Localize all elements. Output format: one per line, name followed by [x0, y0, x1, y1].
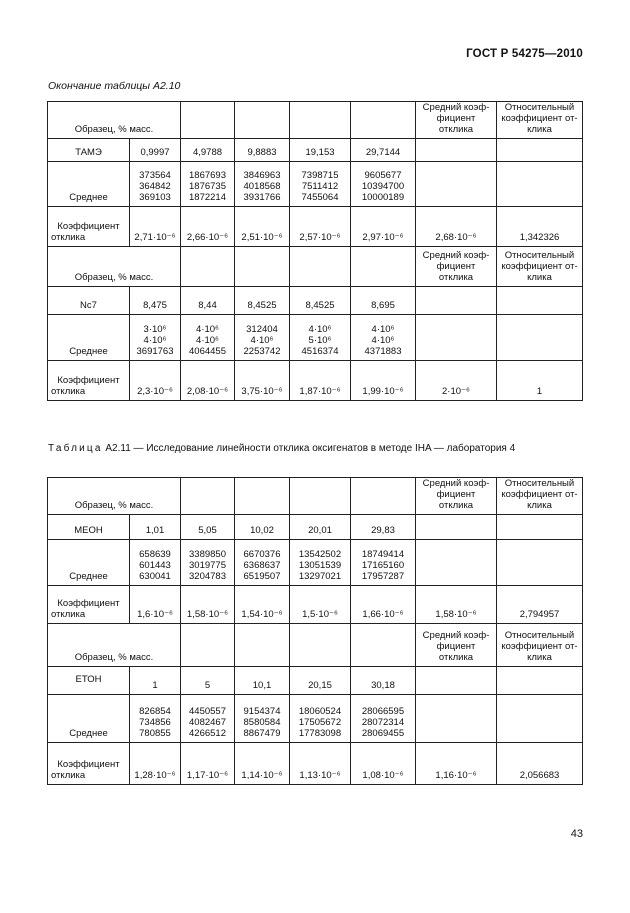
concentration: 10,1	[235, 667, 290, 695]
empty-cell	[416, 695, 497, 743]
concentration: 1,01	[130, 515, 181, 540]
concentration: 5	[181, 667, 235, 695]
empty-cell	[497, 287, 583, 315]
concentration: 9,8883	[235, 139, 290, 162]
coef-value: 2,66·10⁻⁶	[181, 207, 235, 247]
empty-cell	[181, 247, 235, 287]
avg-coef: 2·10⁻⁶	[416, 361, 497, 401]
empty-cell	[416, 315, 497, 361]
empty-cell	[351, 624, 416, 667]
rel-coef: 2,056683	[497, 743, 583, 785]
coef-value: 1,17·10⁻⁶	[181, 743, 235, 785]
empty-cell	[290, 247, 351, 287]
concentration: 8,475	[130, 287, 181, 315]
area-cell: 373564 364842 369103	[130, 162, 181, 207]
coef-label: Коэффициент отклика	[48, 361, 130, 401]
concentration: 30,18	[351, 667, 416, 695]
area-cell: 7398715 7511412 7455064	[290, 162, 351, 207]
header-label: Образец, % масс.	[48, 478, 181, 515]
col-rel-header: Относительный коэффициент от-клика	[497, 102, 583, 139]
coef-value: 1,6·10⁻⁶	[130, 586, 181, 624]
empty-cell	[290, 624, 351, 667]
concentration: 8,695	[351, 287, 416, 315]
coef-value: 1,66·10⁻⁶	[351, 586, 416, 624]
area-cell: 13542502 13051539 13297021	[290, 540, 351, 586]
empty-cell	[181, 478, 235, 515]
avg-label: Среднее	[48, 695, 130, 743]
page-number: 43	[570, 828, 583, 840]
coef-value: 1,99·10⁻⁶	[351, 361, 416, 401]
concentration: 29,83	[351, 515, 416, 540]
table-a2-10	[47, 101, 583, 401]
empty-cell	[416, 515, 497, 540]
empty-cell	[497, 139, 583, 162]
col-rel-header: Относительный коэффициент от-клика	[497, 624, 583, 667]
empty-cell	[416, 540, 497, 586]
empty-cell	[181, 624, 235, 667]
table-a2-11	[47, 477, 583, 785]
area-cell: 28066595 28072314 28069455	[351, 695, 416, 743]
empty-cell	[497, 315, 583, 361]
empty-cell	[497, 515, 583, 540]
empty-cell	[416, 287, 497, 315]
coef-value: 2,51·10⁻⁶	[235, 207, 290, 247]
empty-cell	[416, 139, 497, 162]
coef-value: 1,13·10⁻⁶	[290, 743, 351, 785]
area-cell: 4·10⁶ 4·10⁶ 4371883	[351, 315, 416, 361]
rel-coef: 1	[497, 361, 583, 401]
empty-cell	[235, 247, 290, 287]
rel-coef: 2,794957	[497, 586, 583, 624]
coef-value: 1,87·10⁻⁶	[290, 361, 351, 401]
area-cell: 18749414 17165160 17957287	[351, 540, 416, 586]
header-label: Образец, % масс.	[48, 247, 181, 287]
empty-cell	[497, 540, 583, 586]
area-cell: 3846963 4018568 3931766	[235, 162, 290, 207]
coef-value: 2,3·10⁻⁶	[130, 361, 181, 401]
coef-value: 1,5·10⁻⁶	[290, 586, 351, 624]
concentration: 20,01	[290, 515, 351, 540]
empty-cell	[235, 102, 290, 139]
avg-coef: 1,58·10⁻⁶	[416, 586, 497, 624]
concentration: 4,9788	[181, 139, 235, 162]
concentration: 1	[130, 667, 181, 695]
col-avg-header: Средний коэф-фициент отклика	[416, 247, 497, 287]
area-cell: 658639 601443 630041	[130, 540, 181, 586]
area-cell: 4·10⁶ 4·10⁶ 4064455	[181, 315, 235, 361]
area-cell: 18060524 17505672 17783098	[290, 695, 351, 743]
coef-value: 1,54·10⁻⁶	[235, 586, 290, 624]
rel-coef: 1,342326	[497, 207, 583, 247]
area-cell: 4·10⁶ 5·10⁶ 4516374	[290, 315, 351, 361]
empty-cell	[416, 162, 497, 207]
avg-label: Среднее	[48, 540, 130, 586]
concentration: 10,02	[235, 515, 290, 540]
coef-value: 1,58·10⁻⁶	[181, 586, 235, 624]
area-cell: 9605677 10394700 10000189	[351, 162, 416, 207]
area-cell: 312404 4·10⁶ 2253742	[235, 315, 290, 361]
concentration: 8,4525	[235, 287, 290, 315]
table2-caption: Таблица А2.11 — Исследование линейности отклика оксигенатов в методе IHA — лаборатория 4	[48, 443, 516, 454]
table1-caption: Окончание таблицы А2.10	[48, 80, 181, 92]
empty-cell	[290, 478, 351, 515]
area-cell: 3·10⁶ 4·10⁶ 3691763	[130, 315, 181, 361]
empty-cell	[497, 695, 583, 743]
coef-value: 1,28·10⁻⁶	[130, 743, 181, 785]
coef-value: 3,75·10⁻⁶	[235, 361, 290, 401]
empty-cell	[497, 162, 583, 207]
compound-name: ЕТОН	[48, 667, 130, 695]
concentration: 0,9997	[130, 139, 181, 162]
compound-name: МЕОН	[48, 515, 130, 540]
empty-cell	[181, 102, 235, 139]
empty-cell	[351, 247, 416, 287]
empty-cell	[351, 478, 416, 515]
coef-value: 1,14·10⁻⁶	[235, 743, 290, 785]
col-avg-header: Средний коэф-фициент отклика	[416, 102, 497, 139]
avg-coef: 2,68·10⁻⁶	[416, 207, 497, 247]
concentration: 8,44	[181, 287, 235, 315]
header-label: Образец, % масс.	[48, 102, 181, 139]
concentration: 5,05	[181, 515, 235, 540]
area-cell: 1867693 1876735 1872214	[181, 162, 235, 207]
avg-coef: 1,16·10⁻⁶	[416, 743, 497, 785]
avg-label: Среднее	[48, 162, 130, 207]
empty-cell	[351, 102, 416, 139]
coef-value: 2,57·10⁻⁶	[290, 207, 351, 247]
empty-cell	[290, 102, 351, 139]
area-cell: 6670376 6368637 6519507	[235, 540, 290, 586]
concentration: 29,7144	[351, 139, 416, 162]
compound-name: Nc7	[48, 287, 130, 315]
coef-label: Коэффициент отклика	[48, 207, 130, 247]
compound-name: ТАМЭ	[48, 139, 130, 162]
concentration: 20,15	[290, 667, 351, 695]
empty-cell	[416, 667, 497, 695]
coef-label: Коэффициент отклика	[48, 743, 130, 785]
coef-value: 2,71·10⁻⁶	[130, 207, 181, 247]
area-cell: 3389850 3019775 3204783	[181, 540, 235, 586]
concentration: 8,4525	[290, 287, 351, 315]
empty-cell	[235, 478, 290, 515]
coef-value: 1,08·10⁻⁶	[351, 743, 416, 785]
area-cell: 9154374 8580584 8867479	[235, 695, 290, 743]
col-rel-header: Относительный коэффициент от-клика	[497, 247, 583, 287]
avg-label: Среднее	[48, 315, 130, 361]
empty-cell	[235, 624, 290, 667]
area-cell: 4450557 4082467 4266512	[181, 695, 235, 743]
header-label: Образец, % масс.	[48, 624, 181, 667]
coef-label: Коэффициент отклика	[48, 586, 130, 624]
empty-cell	[497, 667, 583, 695]
standard-header: ГОСТ Р 54275—2010	[466, 48, 583, 60]
coef-value: 2,08·10⁻⁶	[181, 361, 235, 401]
area-cell: 826854 734856 780855	[130, 695, 181, 743]
concentration: 19,153	[290, 139, 351, 162]
col-avg-header: Средний коэф-фициент отклика	[416, 478, 497, 515]
col-rel-header: Относительный коэффициент от-клика	[497, 478, 583, 515]
col-avg-header: Средний коэф-фициент отклика	[416, 624, 497, 667]
coef-value: 2,97·10⁻⁶	[351, 207, 416, 247]
